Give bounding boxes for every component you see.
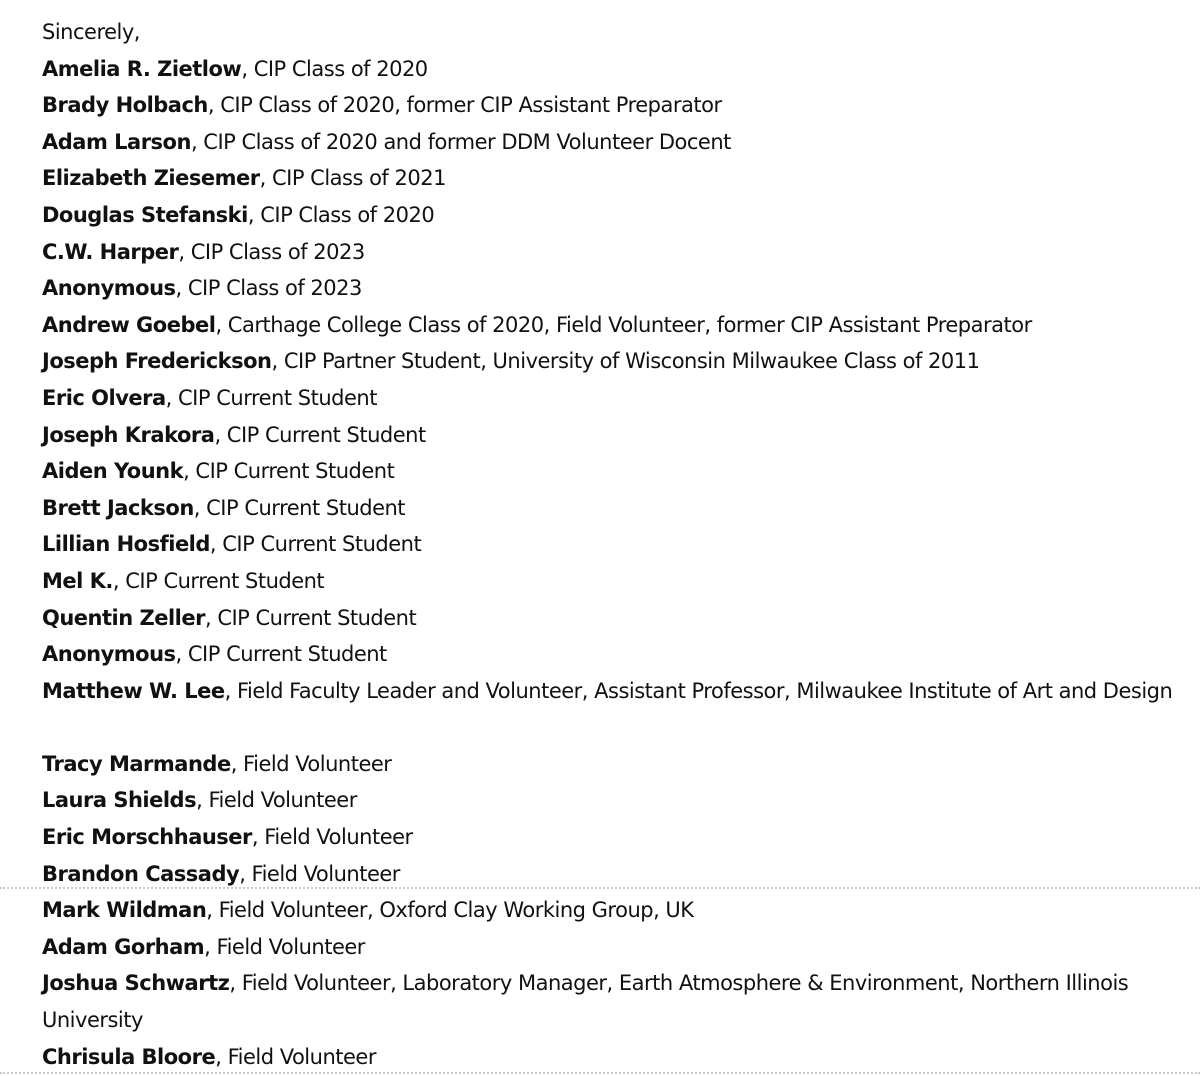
signatory-line bbox=[42, 124, 1182, 161]
signatory-name: Elizabeth Ziesemer bbox=[42, 166, 260, 191]
signatory-line bbox=[42, 563, 1182, 600]
page-break-divider bbox=[0, 887, 1200, 889]
signatory-description: , CIP Current Student bbox=[214, 422, 426, 447]
signatory-line bbox=[42, 307, 1182, 344]
signatory-description: , Carthage College Class of 2020, Field Volunteer, former CIP Assistant Preparator bbox=[215, 312, 1032, 337]
signatory-name: Anonymous bbox=[42, 276, 176, 301]
signatory-name: Aiden Younk bbox=[42, 459, 184, 484]
signatory-description: , CIP Current Student bbox=[183, 459, 395, 484]
signatory-name: Amelia R. Zietlow bbox=[42, 56, 242, 81]
signatory-line bbox=[42, 234, 1182, 271]
signatory-name: Andrew Goebel bbox=[42, 312, 216, 337]
signatory-description: , CIP Class of 2020 bbox=[247, 202, 435, 227]
signatory-name: Chrisula Bloore bbox=[42, 1044, 216, 1069]
signatory-description: , CIP Class of 2021 bbox=[259, 166, 446, 191]
signatory-description: , CIP Current Student bbox=[112, 568, 325, 593]
signatory-line bbox=[42, 160, 1182, 197]
signatory-description: , Field Volunteer bbox=[239, 861, 400, 886]
signatory-name: Brett Jackson bbox=[42, 495, 194, 520]
signatory-line bbox=[42, 1039, 1182, 1076]
signatory-description: , CIP Current Student bbox=[175, 642, 387, 667]
signatory-name: Lillian Hosfield bbox=[42, 532, 210, 557]
signatory-name: Quentin Zeller bbox=[42, 605, 205, 630]
signatory-description: , Field Volunteer, Laboratory Manager, Earth Atmosphere & Environment, Northern Illinois University bbox=[42, 971, 1129, 1033]
closing-line: Sincerely, bbox=[42, 20, 140, 44]
letter-body bbox=[42, 14, 1182, 1075]
signatory-line bbox=[42, 453, 1182, 490]
signatory-line bbox=[42, 782, 1182, 819]
signatory-description: , Field Faculty Leader and Volunteer, Assistant Professor, Milwaukee Institute of Art and Design bbox=[224, 678, 1173, 703]
signatory-line bbox=[42, 380, 1182, 417]
signatory-description: , Field Volunteer bbox=[251, 825, 413, 850]
signatory-name: Laura Shields bbox=[42, 788, 197, 813]
signatory-description: , CIP Class of 2020 and former DDM Volunteer Docent bbox=[190, 129, 731, 154]
signatory-name: Joseph Krakora bbox=[42, 422, 215, 447]
signatory-description: , CIP Current Student bbox=[165, 385, 377, 410]
signatory-description: , Field Volunteer, Oxford Clay Working Group, UK bbox=[206, 898, 694, 923]
signatory-description: , CIP Class of 2023 bbox=[178, 239, 365, 264]
signatory-line bbox=[42, 600, 1182, 637]
signatory-description: , Field Volunteer bbox=[230, 751, 392, 776]
signatory-line bbox=[42, 746, 1182, 783]
signatory-description: , CIP Class of 2020, former CIP Assistant Preparator bbox=[207, 93, 722, 118]
signatory-name: Brandon Cassady bbox=[42, 861, 240, 886]
signatory-description: , CIP Current Student bbox=[204, 605, 417, 630]
signatory-line bbox=[42, 197, 1182, 234]
signatory-line bbox=[42, 270, 1182, 307]
signatory-description: , Field Volunteer bbox=[196, 788, 357, 813]
signatory-description: , Field Volunteer bbox=[204, 934, 365, 959]
signatory-description: , CIP Class of 2020 bbox=[241, 56, 428, 81]
signatory-name: Eric Morschhauser bbox=[42, 825, 252, 850]
signatory-name: Anonymous bbox=[42, 642, 176, 667]
signatory-name: Adam Gorham bbox=[42, 934, 205, 959]
signatory-name: Adam Larson bbox=[42, 129, 191, 154]
signatory-name: Brady Holbach bbox=[42, 93, 208, 118]
signatory-line bbox=[42, 343, 1182, 380]
signatory-name: C.W. Harper bbox=[42, 239, 179, 264]
signatory-name: Douglas Stefanski bbox=[42, 202, 248, 227]
page-break-divider bbox=[0, 1072, 1200, 1074]
signatory-description: , CIP Current Student bbox=[193, 495, 406, 520]
signatory-line bbox=[42, 965, 1182, 1038]
signatory-name: Eric Olvera bbox=[42, 385, 166, 410]
signatory-line bbox=[42, 636, 1182, 673]
signatory-description: , Field Volunteer bbox=[215, 1044, 376, 1069]
signatory-name: Joshua Schwartz bbox=[42, 971, 230, 996]
signatory-line bbox=[42, 929, 1182, 966]
signatory-line bbox=[42, 673, 1182, 746]
signatory-name: Mark Wildman bbox=[42, 898, 207, 923]
signatory-description: , CIP Class of 2023 bbox=[175, 276, 362, 301]
signatory-name: Joseph Frederickson bbox=[42, 349, 272, 374]
signatory-line bbox=[42, 87, 1182, 124]
signatory-line bbox=[42, 892, 1182, 929]
signatory-line bbox=[42, 490, 1182, 527]
signatory-description: , CIP Partner Student, University of Wisconsin Milwaukee Class of 2011 bbox=[271, 349, 980, 374]
signatory-description: , CIP Current Student bbox=[209, 532, 422, 557]
signatory-name: Matthew W. Lee bbox=[42, 678, 225, 703]
signatory-line bbox=[42, 526, 1182, 563]
signatory-line bbox=[42, 417, 1182, 454]
signatory-line bbox=[42, 51, 1182, 88]
signatory-name: Mel K. bbox=[42, 568, 113, 593]
signatory-line bbox=[42, 819, 1182, 856]
signatory-name: Tracy Marmande bbox=[42, 751, 231, 776]
